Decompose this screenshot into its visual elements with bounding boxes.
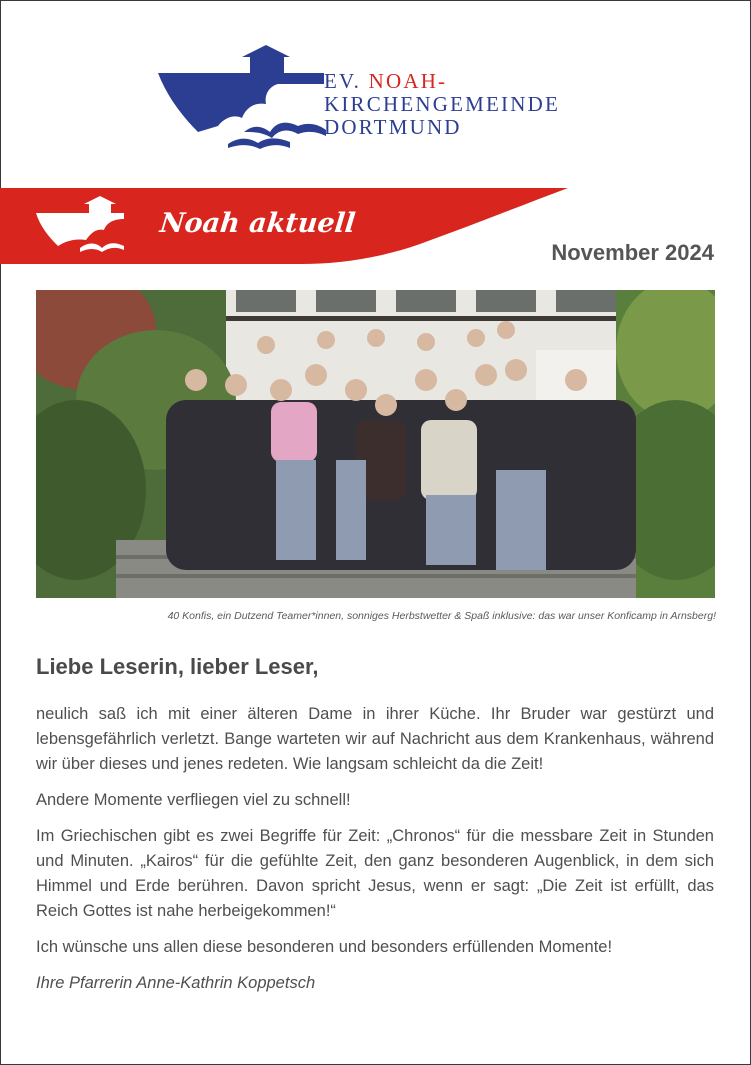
signature: Ihre Pfarrerin Anne-Kathrin Koppetsch (36, 974, 316, 992)
logo-highlight: NOAH- (368, 69, 448, 93)
greeting-heading: Liebe Leserin, lieber Leser, (36, 654, 319, 679)
paragraph: Andere Momente verfliegen viel zu schnell! (36, 791, 351, 809)
paragraph: Im Griechischen gibt es zwei Begriffe für Zeit: „Chronos“ für die messbare Zeit in Stunden und Minuten. „Kairos“ für die gefühlte Zeit, den ganz besonderen Augenblick, in dem sich Himmel und Erde berühren. Davon spricht Jesus, wenn er sagt: „Die Zeit ist erfüllt, das Reich Gottes ist nahe herbeigekommen!“ (36, 827, 714, 920)
logo-line-2: KIRCHENGEMEINDE (324, 92, 560, 116)
paragraph: neulich saß ich mit einer älteren Dame in ihrer Küche. Ihr Bruder war gestürzt und lebensgefährlich verletzt. Bange warteten wir auf Nachricht aus dem Krankenhaus, während wir über dieses und jenes redeten. Wie langsam schleicht da die Zeit! (36, 705, 714, 773)
photo-caption: 40 Konfis, ein Dutzend Teamer*innen, sonniges Herbstwetter & Spaß inklusive: das war unser Konficamp in Arnsberg! (167, 610, 716, 622)
banner-title: Noah aktuell (158, 208, 357, 239)
church-logo (158, 42, 608, 150)
issue-date: November 2024 (551, 240, 714, 265)
letter-body (36, 702, 714, 1007)
logo-prefix: EV. (324, 69, 362, 93)
ark-logo-icon (158, 42, 328, 150)
group-photo (36, 290, 715, 598)
logo-line-3: DORTMUND (324, 115, 462, 139)
paragraph: Ich wünsche uns allen diese besonderen und besonders erfüllenden Momente! (36, 938, 613, 956)
logo-wordmark (324, 70, 560, 139)
